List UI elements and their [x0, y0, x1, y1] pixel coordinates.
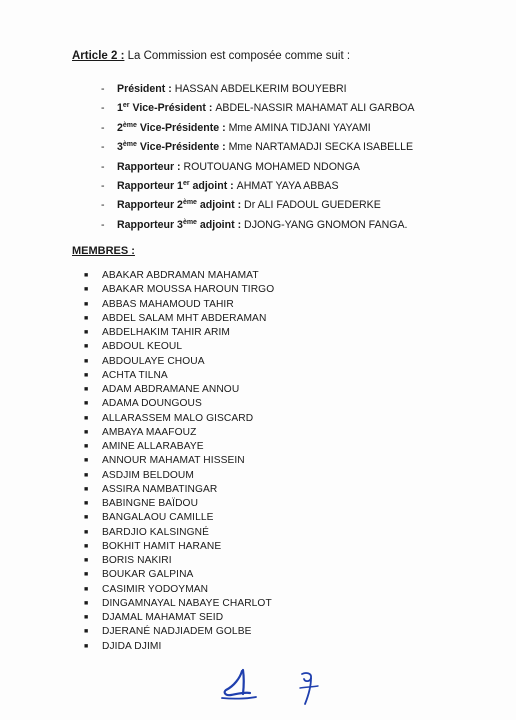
- role-title-rest: Vice-Président: [129, 102, 206, 115]
- signature-2-icon: [296, 670, 322, 708]
- member-item: [84, 426, 274, 440]
- role-title-text: Rapporteur 3: [117, 218, 183, 231]
- role-title: [117, 83, 175, 95]
- member-item: [84, 283, 274, 297]
- bullet-icon: ■: [84, 272, 89, 279]
- bullet-icon: ■: [84, 642, 89, 650]
- member-item: [84, 640, 274, 654]
- bullet-icon: ■: [84, 557, 89, 564]
- member-name: ALLARASSEM MALO GISCARD: [102, 412, 254, 424]
- dash-marker: -: [101, 83, 105, 95]
- member-name: ADAMA DOUNGOUS: [102, 398, 202, 410]
- member-item: [84, 355, 274, 369]
- member-item: [84, 483, 274, 497]
- role-title-text: 3: [117, 141, 123, 154]
- member-item: [84, 454, 274, 468]
- member-name: BANGALAOU CAMILLE: [102, 512, 214, 524]
- member-name: DJIDA DJIMI: [102, 640, 162, 652]
- member-name: ABAKAR ABDRAMAN MAHAMAT: [102, 270, 259, 281]
- role-title-text: 2: [117, 121, 123, 134]
- role-title-sup: ème: [182, 218, 197, 226]
- role-person-name: AHMAT YAYA ABBAS: [236, 179, 339, 192]
- role-title-text: 1: [117, 102, 123, 115]
- member-name: ABAKAR MOUSSA HAROUN TIRGO: [102, 284, 275, 296]
- bullet-icon: ■: [84, 628, 89, 636]
- role-title-text: Rapporteur 1: [117, 179, 183, 192]
- bullet-icon: ■: [84, 300, 89, 308]
- role-title: [117, 102, 215, 114]
- member-item: [84, 269, 274, 283]
- member-item: [84, 340, 274, 354]
- member-name: AMINE ALLARABAYE: [102, 441, 204, 452]
- role-person-name: HASSAN ABDELKERIM BOUYEBRI: [174, 83, 347, 95]
- bullet-icon: ■: [84, 286, 89, 294]
- member-name: AMBAYA MAAFOUZ: [102, 426, 197, 438]
- role-title-text: Rapporteur: [117, 160, 175, 173]
- bullet-icon: ■: [84, 571, 89, 579]
- role-item: [101, 196, 415, 215]
- member-item: [84, 383, 274, 397]
- role-title-sup: ème: [122, 141, 137, 149]
- dash-marker: -: [101, 199, 105, 212]
- role-separator: :: [165, 83, 175, 95]
- member-name: CASIMIR YODOYMAN: [102, 583, 209, 595]
- dash-marker: -: [101, 160, 105, 173]
- role-item: [101, 216, 415, 235]
- member-item: [84, 540, 274, 554]
- role-person-name: Dr ALI FADOUL GUEDERKE: [244, 199, 381, 212]
- member-item: [84, 611, 274, 625]
- member-name: ASSIRA NAMBATINGAR: [102, 483, 218, 495]
- role-separator: :: [205, 102, 216, 115]
- dash-marker: -: [101, 141, 105, 154]
- bullet-icon: ■: [84, 428, 89, 436]
- member-name: BORIS NAKIRI: [102, 555, 172, 566]
- role-title-rest: adjoint: [189, 179, 228, 192]
- role-title: [117, 122, 229, 134]
- member-name: ABDEL SALAM MHT ABDERAMAN: [102, 312, 267, 324]
- role-title: [117, 180, 237, 192]
- members-list: [84, 269, 274, 654]
- role-title-text: Rapporteur 2: [117, 199, 183, 212]
- role-title-sup: er: [122, 102, 130, 110]
- role-separator: :: [219, 141, 229, 154]
- bullet-icon: ■: [84, 514, 89, 522]
- bullet-icon: ■: [84, 357, 89, 365]
- role-title-rest: Vice-Présidente: [136, 141, 220, 154]
- member-item: [84, 440, 274, 454]
- role-separator: :: [234, 218, 245, 231]
- article-label: Article 2 :: [72, 50, 125, 62]
- member-item: [84, 526, 274, 540]
- bullet-icon: ■: [84, 457, 89, 465]
- member-item: [84, 397, 274, 411]
- signature-1-icon: [220, 668, 260, 702]
- membres-heading: MEMBRES :: [72, 245, 135, 257]
- role-title-sup: ème: [182, 199, 197, 207]
- member-name: BOKHIT HAMIT HARANE: [102, 540, 222, 552]
- member-item: [84, 412, 274, 426]
- article-text: La Commission est composée comme suit :: [127, 50, 351, 62]
- role-item: [101, 177, 415, 196]
- bullet-icon: ■: [84, 371, 89, 379]
- role-title-rest: adjoint: [196, 218, 235, 231]
- member-item: [84, 497, 274, 511]
- bullet-icon: ■: [84, 485, 89, 493]
- member-name: ABDOULAYE CHOUA: [102, 355, 205, 367]
- member-name: DJAMAL MAHAMAT SEID: [102, 612, 224, 623]
- bullet-icon: ■: [84, 343, 89, 351]
- bullet-icon: ■: [84, 443, 89, 450]
- member-name: BABINGNE BAÏDOU: [102, 498, 199, 509]
- commission-roles-list: [101, 80, 415, 235]
- role-title-sup: er: [182, 179, 190, 187]
- role-separator: :: [234, 199, 245, 212]
- member-name: BOUKAR GALPINA: [102, 569, 194, 581]
- bullet-icon: ■: [84, 614, 89, 621]
- member-item: [84, 326, 274, 340]
- role-person-name: Mme NARTAMADJI SECKA ISABELLE: [228, 141, 414, 154]
- bullet-icon: ■: [84, 528, 89, 536]
- role-item: [101, 80, 415, 99]
- dash-marker: -: [101, 218, 105, 231]
- member-item: [84, 597, 274, 611]
- dash-marker: -: [101, 179, 105, 192]
- member-name: ASDJIM BELDOUM: [102, 469, 194, 481]
- bullet-icon: ■: [84, 585, 89, 593]
- role-title: [117, 199, 244, 211]
- role-person-name: DJONG-YANG GNOMON FANGA.: [244, 218, 408, 231]
- bullet-icon: ■: [84, 414, 89, 422]
- member-name: ANNOUR MAHAMAT HISSEIN: [102, 455, 245, 467]
- member-item: [84, 312, 274, 326]
- role-title-rest: Vice-Présidente: [136, 121, 220, 134]
- member-item: [84, 554, 274, 568]
- role-person-name: ROUTOUANG MOHAMED NDONGA: [183, 160, 360, 173]
- member-item: [84, 469, 274, 483]
- member-item: [84, 568, 274, 582]
- article-heading: [72, 50, 350, 62]
- bullet-icon: ■: [84, 329, 89, 336]
- member-name: ABDELHAKIM TAHIR ARIM: [102, 327, 230, 338]
- role-title-sup: ème: [122, 121, 137, 129]
- bullet-icon: ■: [84, 471, 89, 479]
- role-title-rest: adjoint: [196, 199, 235, 212]
- member-name: DINGAMNAYAL NABAYE CHARLOT: [102, 597, 272, 609]
- bullet-icon: ■: [84, 599, 89, 607]
- role-item: [101, 138, 415, 157]
- member-name: ADAM ABDRAMANE ANNOU: [102, 384, 240, 395]
- member-item: [84, 625, 274, 639]
- member-name: DJERANÉ NADJIADEM GOLBE: [102, 626, 252, 638]
- dash-marker: -: [101, 121, 105, 134]
- bullet-icon: ■: [84, 314, 89, 322]
- role-title-text: Président: [117, 83, 166, 95]
- role-separator: :: [227, 179, 237, 192]
- role-item: [101, 99, 415, 118]
- role-separator: :: [174, 160, 184, 173]
- bullet-icon: ■: [84, 500, 89, 507]
- role-person-name: Mme AMINA TIDJANI YAYAMI: [228, 121, 371, 134]
- bullet-icon: ■: [84, 386, 89, 393]
- member-name: BARDJIO KALSINGNÉ: [102, 526, 209, 538]
- bullet-icon: ■: [84, 542, 89, 550]
- member-name: ACHTA TILNA: [102, 369, 168, 381]
- member-item: [84, 298, 274, 312]
- member-item: [84, 369, 274, 383]
- role-title: [117, 161, 184, 173]
- role-item: [101, 158, 415, 177]
- role-separator: :: [219, 121, 229, 134]
- role-title: [117, 141, 229, 153]
- dash-marker: -: [101, 102, 105, 115]
- signatures-area: [220, 668, 340, 708]
- role-item: [101, 119, 415, 138]
- member-item: [84, 583, 274, 597]
- member-name: ABBAS MAHAMOUD TAHIR: [102, 298, 234, 310]
- bullet-icon: ■: [84, 400, 89, 408]
- member-item: [84, 511, 274, 525]
- member-name: ABDOUL KEOUL: [102, 341, 183, 353]
- role-title: [117, 219, 244, 231]
- role-person-name: ABDEL-NASSIR MAHAMAT ALI GARBOA: [215, 102, 415, 115]
